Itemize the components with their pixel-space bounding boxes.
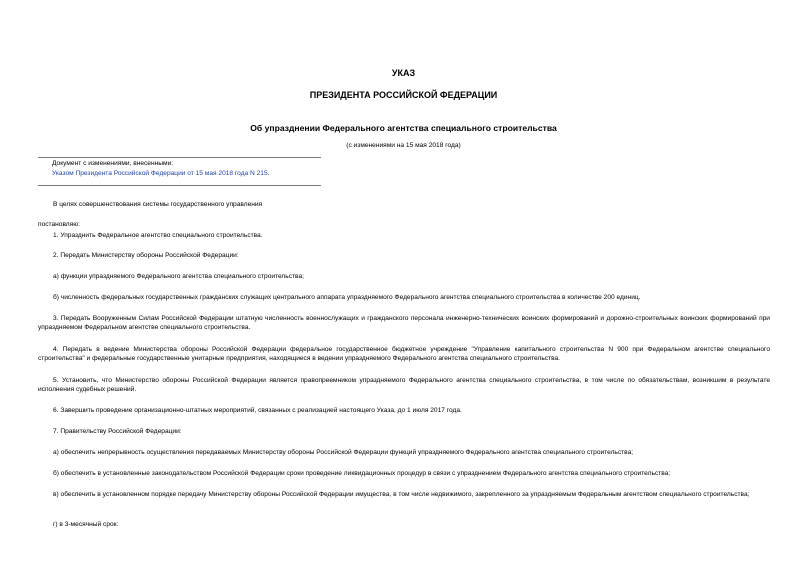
amendment-link[interactable]: Указом Президента Российской Федерации от 15 мая 2018 года N 215 [52, 170, 268, 177]
paragraph-2: 2. Передать Министерству обороны Российской Федерации: [53, 252, 239, 259]
paragraph-7: 7. Правительству Российской Федерации: [53, 428, 182, 435]
paragraph-7c: в) обеспечить в установленном порядке передачу Министерству обороны Российской Федерации имущества, в том числе недвижимого, закрепленного за упраздняемым Федеральным агентством специального строительства; [53, 491, 750, 498]
paragraph-6: 6. Завершить проведение организационно-штатных мероприятий, связанных с реализацией настоящего Указа, до 1 июля 2017 года. [53, 407, 462, 414]
paragraph-7a: а) обеспечить непрерывность осуществления передаваемых Министерству обороны Российской Федерации функций упраздняемого Федерального агентства специального строительства; [53, 449, 634, 456]
amendment-rule-bottom [38, 185, 321, 186]
amendment-rule-top [38, 157, 321, 158]
paragraph-7d: г) в 3-месячный срок: [53, 521, 119, 528]
document-subtitle: ПРЕЗИДЕНТА РОССИЙСКОЙ ФЕДЕРАЦИИ [309, 90, 498, 100]
paragraph-3: 3. Передать Вооруженным Силам Российской Федерации штатную численность военнослужащих и гражданского персонала инженерно-технических воинских формирований и дорожно-строительных воинских формирований при упраздняемом Федеральном агентстве специального строительства. [38, 315, 770, 331]
paragraph-1: 1. Упразднить Федеральное агентство специального строительства. [53, 232, 263, 239]
amendment-line [52, 170, 269, 177]
document-title: УКАЗ [391, 68, 416, 78]
paragraph-5: 5. Установить, что Министерство обороны Российской Федерации является правопреемником упраздняемого Федерального агентства специального строительства, в том числе по обязательствам, возникшим в результате исполнения судебных решений. [38, 377, 770, 393]
paragraph-preamble: В целях совершенствования системы государственного управления [53, 201, 263, 208]
paragraph-4: 4. Передать в ведение Министерства обороны Российской Федерации федеральное государственное бюджетное учреждение "Управление капитального строительства N 900 при Федеральном агентстве специального строительства" и федеральные государственные унитарные предприятия, находящиеся в ведении упраздняемого Федерального агентства специального строительства. [38, 346, 770, 362]
document-heading: Об упразднении Федерального агентства специального строительства [250, 123, 557, 133]
revision-note: (с изменениями на 15 мая 2018 года) [346, 142, 461, 149]
paragraph-decree: постановляю: [38, 221, 81, 228]
paragraph-2b: б) численность федеральных государственных гражданских служащих центрального аппарата упраздняемого Федерального агентства специального строительства в количестве 200 единиц. [53, 294, 641, 301]
paragraph-2a: а) функции упраздняемого Федерального агентства специального строительства; [53, 273, 304, 280]
amendment-end: . [267, 170, 270, 177]
amendment-intro: Документ с изменениями, внесенными: [52, 160, 174, 167]
paragraph-7b: б) обеспечить в установленные законодательством Российской Федерации сроки проведение ликвидационных процедур в связи с упразднением Федерального агентства специального строительства; [53, 470, 671, 477]
